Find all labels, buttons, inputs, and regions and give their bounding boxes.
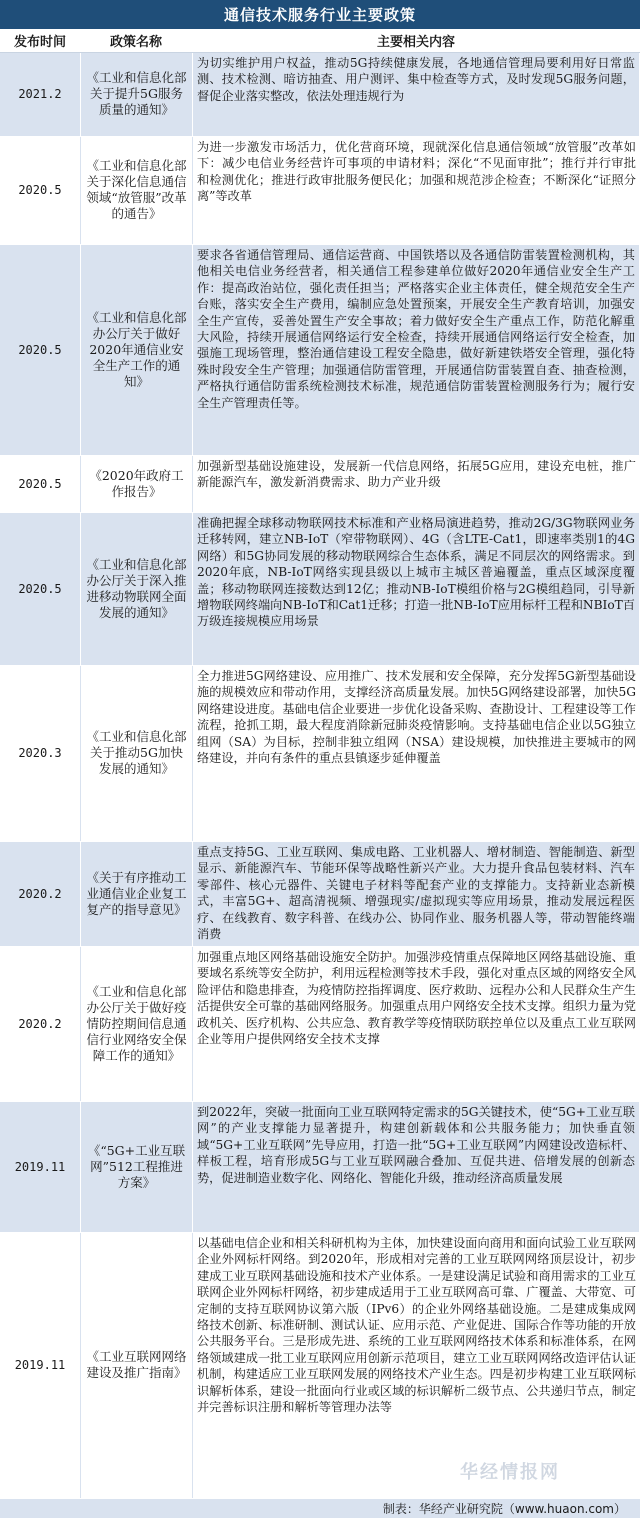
row-policy-name: 《2020年政府工作报告》 <box>81 456 193 512</box>
table-title: 通信技术服务行业主要政策 <box>0 0 640 29</box>
row-content: 为进一步激发市场活力，优化营商环境，现就深化信息通信领域“放管服”改革如下：减少电信业务经营许可事项的申请材料；深化“不见面审批”；推行并行审批和检测优化；推进行政审批服务便民化；加强和规范涉企检查；不断深化“证照分离”等改革 <box>197 139 636 204</box>
header-date: 发布时间 <box>13 35 66 51</box>
row-date: 2019.11 <box>0 1233 81 1498</box>
row-date: 2020.5 <box>0 456 81 512</box>
table-row <box>0 245 640 456</box>
header-policy-name: 政策名称 <box>109 35 162 51</box>
row-policy-name: 《“5G+工业互联网”512工程推进方案》 <box>81 1102 193 1232</box>
row-date: 2020.5 <box>0 513 81 665</box>
row-content: 以基础电信企业和相关科研机构为主体，加快建设面向商用和面向试验工业互联网企业外网标杆网络。到2020年，形成相对完善的工业互联网网络顶层设计，初步建成工业互联网基础设施和技术产业体系。一是建设满足试验和商用需求的工业互联网企业外网标杆网络，初步建成适用于工业互联网高可靠、广覆盖、大带宽、可定制的支持互联网协议第六版（IPv6）的企业外网络基础设施。二是建成集成网络技术创新、标准研制、测试认证、应用示范、产业促进、国际合作等功能的开放公共服务平台。三是形成先进、系统的工业互联网网络技术体系和标准体系，在网络领域建成一批工业互联网应用创新示范项目，建立工业互联网网络改造评估认证机制，构建适应工业互联网发展的网络技术产业生态。四是初步构建工业互联网标识解析体系，建设一批面向行业或区域的标识解析二级节点、公共递归节点，制定并完善标识注册和解析等管理办法等 <box>197 1235 636 1415</box>
source-footer: 制表：华经产业研究院（www.huaon.com） <box>0 1499 640 1518</box>
table-row <box>0 842 640 947</box>
table-row <box>0 456 640 513</box>
row-content: 全力推进5G网络建设、应用推广、技术发展和安全保障，充分发挥5G新型基础设施的规模效应和带动作用，支撑经济高质量发展。加快5G网络建设部署，加快5G网络建设进度。基础电信企业要进一步优化设备采购、查勘设计、工程建设等工作流程，抢抓工期，最大程度消除新冠肺炎疫情影响。支持基础电信企业以5G独立组网（SA）为目标，控制非独立组网（NSA）建设规模，加快推进主要城市的网络建设，并向有条件的重点县镇逐步延伸覆盖 <box>197 668 636 765</box>
table-row <box>0 53 640 137</box>
table-row <box>0 137 640 245</box>
table-row <box>0 513 640 666</box>
row-policy-name: 《工业和信息化部办公厅关于做好疫情防控期间信息通信行业网络安全保障工作的通知》 <box>81 947 193 1101</box>
row-content: 加强重点地区网络基础设施安全防护。加强涉疫情重点保障地区网络基础设施、重要域名系统等安全防护，利用远程检测等技术手段，强化对重点区域的网络安全风险评估和隐患排查，为疫情防控指挥调度、医疗救助、远程办公和人民群众生产生活提供安全可靠的基础网络服务。加强重点用户网络安全技术支撑。组织力量为党政机关、医疗机构、公共应急、教育教学等疫情联防联控单位以及重点工业互联网企业等用户提供网络安全技术支撑 <box>197 949 636 1046</box>
table-body <box>0 53 640 1499</box>
row-policy-name: 《关于有序推动工业通信业企业复工复产的指导意见》 <box>81 842 193 946</box>
row-content: 加强新型基础设施建设，发展新一代信息网络，拓展5G应用，建设充电桩，推广新能源汽车，激发新消费需求、助力产业升级 <box>197 458 636 490</box>
row-policy-name: 《工业互联网网络建设及推广指南》 <box>81 1233 193 1498</box>
row-policy-name: 《工业和信息化部关于推动5G加快发展的通知》 <box>81 666 193 841</box>
row-date: 2020.2 <box>0 947 81 1101</box>
row-content: 到2022年，突破一批面向工业互联网特定需求的5G关键技术，使“5G+工业互联网”的产业支撑能力显著提升，构建创新载体和公共服务能力；加快垂直领域“5G+工业互联网”先导应用，打造一批“5G+工业互联网”内网建设改造标杆、样板工程，培育形成5G与工业互联网融合叠加、互促共进、倍增发展的创新态势，促进制造业数字化、网络化、智能化升级，推动经济高质量发展 <box>193 1102 640 1232</box>
row-content: 为切实维护用户权益，推动5G持续健康发展，各地通信管理局要利用好日常监测、技术检测、暗访抽查、用户测评、集中检查等方式，及时发现5G服务问题，督促企业落实整改，依法处理违规行为 <box>193 53 640 136</box>
row-date: 2020.2 <box>0 842 81 946</box>
header-content: 主要相关内容 <box>376 35 455 51</box>
row-date: 2021.2 <box>0 53 81 136</box>
row-date: 2019.11 <box>0 1102 81 1232</box>
row-content: 要求各省通信管理局、通信运营商、中国铁塔以及各通信防雷装置检测机构，其他相关电信业务经营者，相关通信工程参建单位做好2020年通信业安全生产工作：提高政治站位，强化责任担当；严格落实企业主体责任，健全规范安全生产台账，落实安全生产费用，编制应急处置预案，开展安全生产教育培训，加强安全生产宣传，妥善处置生产安全事故；着力做好安全生产重点工作，防范化解重大风险，持续开展通信网络运行安全检查，持续开展通信网络运行安全检查，加强施工现场管理，整治通信建设工程安全隐患，做好新建铁塔安全管理，强化特殊时段安全生产管理；加强通信防雷管理，开展通信防雷装置自查、抽查检测，严格执行通信防雷系统检测技术标准，规范通信防雷装置检测服务行为；履行安全生产管理责任等。 <box>193 245 640 455</box>
table-header <box>0 29 640 53</box>
row-policy-name: 《工业和信息化部办公厅关于深入推进移动物联网全面发展的通知》 <box>81 513 193 665</box>
table-row <box>0 666 640 842</box>
row-policy-name: 《工业和信息化部关于深化信息通信领域“放管服”改革的通告》 <box>81 137 193 244</box>
row-content: 准确把握全球移动物联网技术标准和产业格局演进趋势，推动2G/3G物联网业务迁移转网，建立NB-IoT（窄带物联网）、4G（含LTE-Cat1，即速率类别1的4G网络）和5G协同发展的移动物联网综合生态体系，满足不同层次的网络需求。到2020年底，NB-IoT网络实现县级以上城市主城区普遍覆盖，重点区域深度覆盖；移动物联网连接数达到12亿；推动NB-IoT模组价格与2G模组趋同，引导新增物联网终端向NB-IoT和Cat1迁移；打造一批NB-IoT应用标杆工程和NBIoT百万级连接规模应用场景 <box>193 513 640 665</box>
table-row <box>0 1102 640 1233</box>
row-date: 2020.3 <box>0 666 81 841</box>
row-policy-name: 《工业和信息化部办公厅关于做好2020年通信业安全生产工作的通知》 <box>81 245 193 455</box>
row-policy-name: 《工业和信息化部关于提升5G服务质量的通知》 <box>81 53 193 136</box>
table-row <box>0 947 640 1102</box>
row-date: 2020.5 <box>0 137 81 244</box>
row-content: 重点支持5G、工业互联网、集成电路、工业机器人、增材制造、智能制造、新型显示、新能源汽车、节能环保等战略性新兴产业。大力提升食品包装材料、汽车零部件、核心元器件、关键电子材料等配套产业的支撑能力。支持新业态新模式，丰富5G+、超高清视频、增强现实/虚拟现实等应用场景，推动发展远程医疗、在线教育、数字科普、在线办公、协同作业、服务机器人等，带动智能终端消费 <box>193 842 640 946</box>
watermark: 华经情报网 <box>460 1462 560 1483</box>
row-date: 2020.5 <box>0 245 81 455</box>
